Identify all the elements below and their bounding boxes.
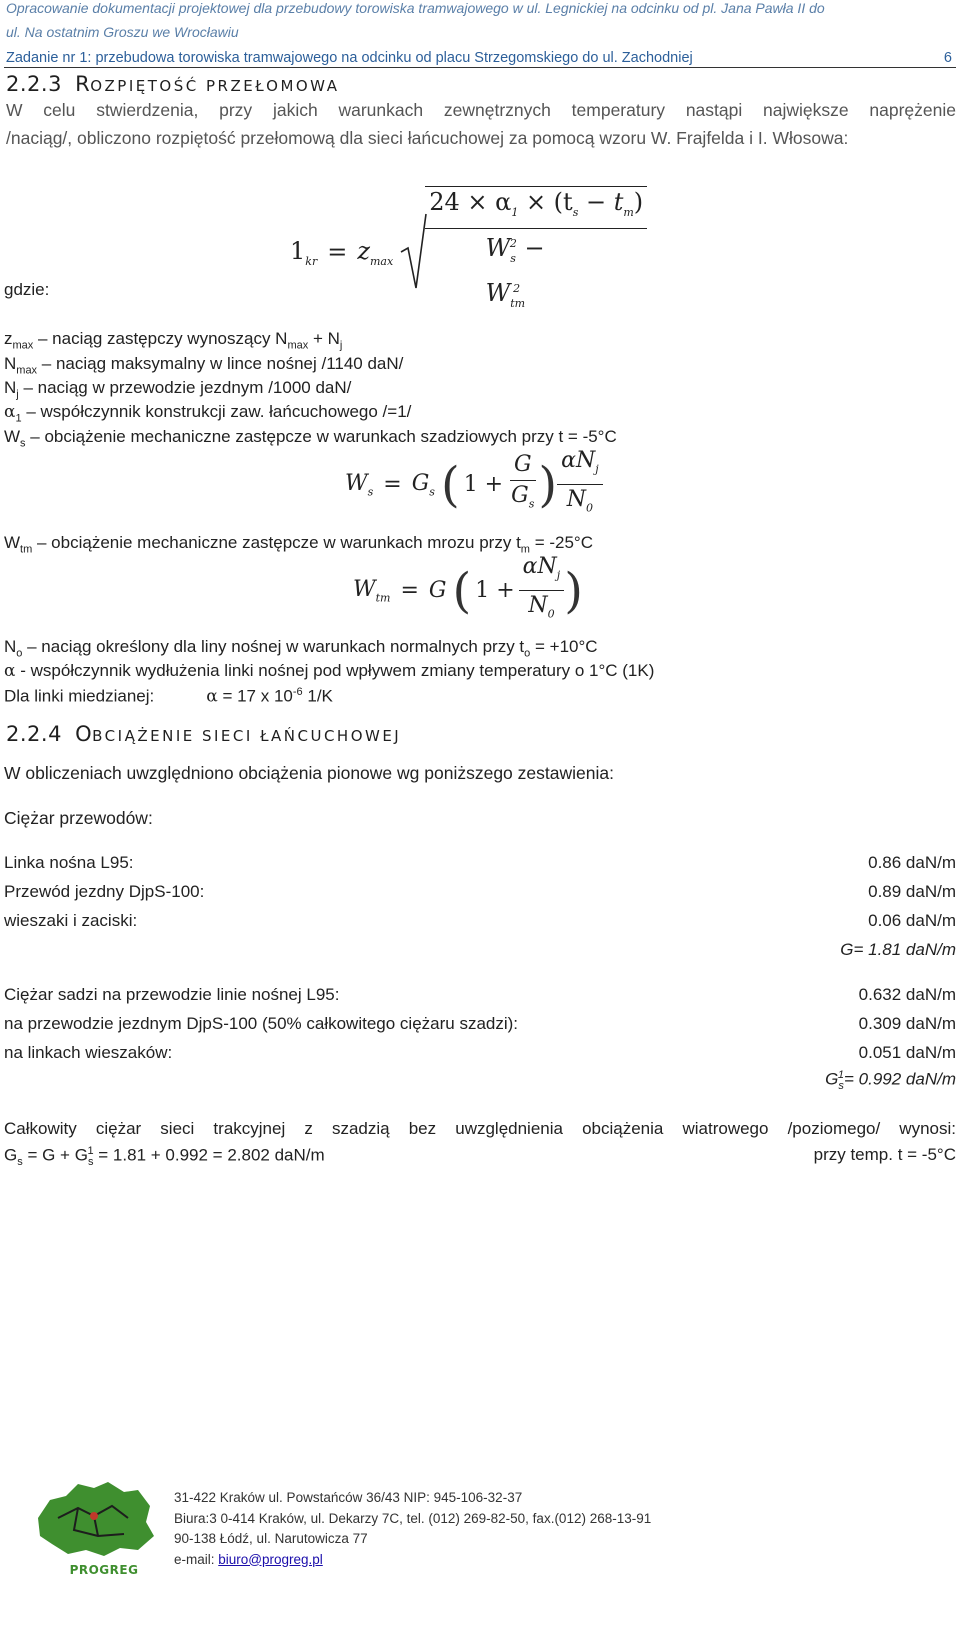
heading-first-letter: R <box>75 72 91 96</box>
footer-line2: Biura:3 0-414 Kraków, ul. Dekarzy 7C, tel. (012) 269-82-50, fax.(012) 268-13-91 <box>174 1510 652 1526</box>
section-224-intro: W obliczeniach uwzględniono obciążenia pionowe wg poniższego zestawienia: <box>4 763 614 783</box>
ice-value-3: 0.051 daN/m <box>858 1043 956 1062</box>
gdzie-label: gdzie: <box>4 280 50 299</box>
copper-coefficient: Dla linki miedzianej: α = 17 x $10^{-6}$ 1/K <box>4 686 333 707</box>
weight-label-2: Przewód jezdny DjpS-100: <box>4 882 205 901</box>
email-link[interactable]: biuro@progreg.pl <box>218 1551 323 1567</box>
progreg-logo <box>28 1478 160 1577</box>
section-heading-223 <box>6 72 339 96</box>
total-weight-line: Całkowity ciężar sieci trakcyjnej z szadzią bez uwzględnienia obciążenia wiatrowego /poziomego/ wynosi: <box>4 1119 956 1138</box>
formula-wtm: $W_{tm}$ = G ( 1 + $\frac{\alpha N_j}{N_0}$ ) <box>353 554 583 621</box>
weight-label-3: wieszaki i zaciski: <box>4 911 138 930</box>
logo-map-icon <box>28 1478 160 1558</box>
ice-label-1: Ciężar sadzi na przewodzie linie nośnej L95: <box>4 985 340 1004</box>
def-nmax: $N_{max}$ – naciąg maksymalny w lince nośnej /1140 daN/ <box>4 354 404 377</box>
section-223-intro <box>6 96 956 152</box>
logo-text: PROGREG <box>69 1563 139 1577</box>
email-label: e-mail: <box>174 1551 219 1567</box>
total-weight-formula: $G_s = G + G_s^1 = 1.81 + 0.992 = 2.802$ daN/m <box>4 1145 325 1169</box>
sqrt-sign-icon <box>399 212 427 292</box>
formula-ws: $W_s$ = $G_s$ ( 1 + $\frac{G}{G_s}$ ) $\frac{\alpha N_j}{N_0}$ <box>345 446 603 524</box>
g-total: G= 1.81 daN/m <box>840 940 956 959</box>
heading-rest: BCIĄŻENIE SIECI ŁAŃCUCHOWEJ <box>92 727 402 745</box>
intro-line2: /naciąg/, obliczono rozpiętość przełomową dla sieci łańcuchowej za pomocą wzoru W. Frajfelda i I. Włosowa: <box>6 128 849 148</box>
page-number: 6 <box>943 50 952 66</box>
footer-line1: 31-422 Kraków ul. Powstańców 36/43 NIP: 945-106-32-37 <box>174 1490 523 1505</box>
weight-label-1: Linka nośna L95: <box>4 853 134 872</box>
weight-value-1: 0.86 daN/m <box>868 853 956 872</box>
heading-rest: OZPIĘTOŚĆ PRZEŁOMOWA <box>90 77 340 95</box>
formula-critical-span: $1_{kr}$ = $z_{max}$ $\frac{24 \times \alpha_1 \times (t_s - t_m)}{W_s^2 - W_{tm}^2}$ <box>290 186 647 318</box>
footer-line3: 90-138 Łódź, ul. Narutowicza 77 <box>174 1531 368 1546</box>
weight-value-3: 0.06 daN/m <box>868 911 956 930</box>
ice-label-2: na przewodzie jezdnym DjpS-100 (50% całkowitego ciężaru szadzi): <box>4 1014 519 1033</box>
def-ws: $W_s$ – obciążenie mechaniczne zastępcze w warunkach szadziowych przy t = -5°C <box>4 427 617 450</box>
section-number: 2.2.4 <box>6 722 62 746</box>
def-zmax: $z_{max}$ – naciąg zastępczy wynoszący $N_{max} + N_j$ <box>4 329 343 352</box>
def-alpha: α - współczynnik wydłużenia linki nośnej pod wpływem zmiany temperatury o 1°C (1K) <box>4 661 655 681</box>
def-no: $N_o$ – naciąg określony dla liny nośnej w warunkach normalnych przy $t_o = +10^\circ C$ <box>4 637 598 660</box>
def-wtm: $W_{tm}$ – obciążenie mechaniczne zastępcze w warunkach mrozu przy $t_m = -25^\circ C$ <box>4 533 593 556</box>
header-task-line: Zadanie nr 1: przebudowa torowiska tramwajowego na odcinku od placu Strzegomskiego do ul. Zachodniej <box>6 50 693 66</box>
header-rule <box>4 67 956 68</box>
section-heading-224 <box>6 722 401 746</box>
ice-value-1: 0.632 daN/m <box>858 985 956 1004</box>
footer-address <box>174 1488 651 1570</box>
weights-title: Ciężar przewodów: <box>4 808 153 828</box>
total-weight-temp: przy temp. t = -5°C <box>813 1145 956 1164</box>
weight-value-2: 0.89 daN/m <box>868 882 956 901</box>
def-alpha1: $\alpha_1$ – współczynnik konstrukcji zaw. łańcuchowego /=1/ <box>4 402 412 425</box>
gs1-total: $G_s^1= 0.992$ daN/m <box>825 1069 956 1093</box>
header-title-line2: ul. Na ostatnim Groszu we Wrocławiu <box>6 24 239 40</box>
def-nj: $N_j$ – naciąg w przewodzie jezdnym /1000 daN/ <box>4 378 352 401</box>
ice-value-2: 0.309 daN/m <box>858 1014 956 1033</box>
header-title-line1: Opracowanie dokumentacji projektowej dla przebudowy torowiska tramwajowego w ul. Legnickiej na odcinku od pl. Jana Pawła II do <box>6 0 825 16</box>
intro-line1: W celu stwierdzenia, przy jakich warunkach zewnętrznych temperatury nastąpi największe naprężenie <box>6 100 956 120</box>
heading-first-letter: O <box>75 722 93 746</box>
ice-label-3: na linkach wieszaków: <box>4 1043 173 1062</box>
section-number: 2.2.3 <box>6 72 62 96</box>
